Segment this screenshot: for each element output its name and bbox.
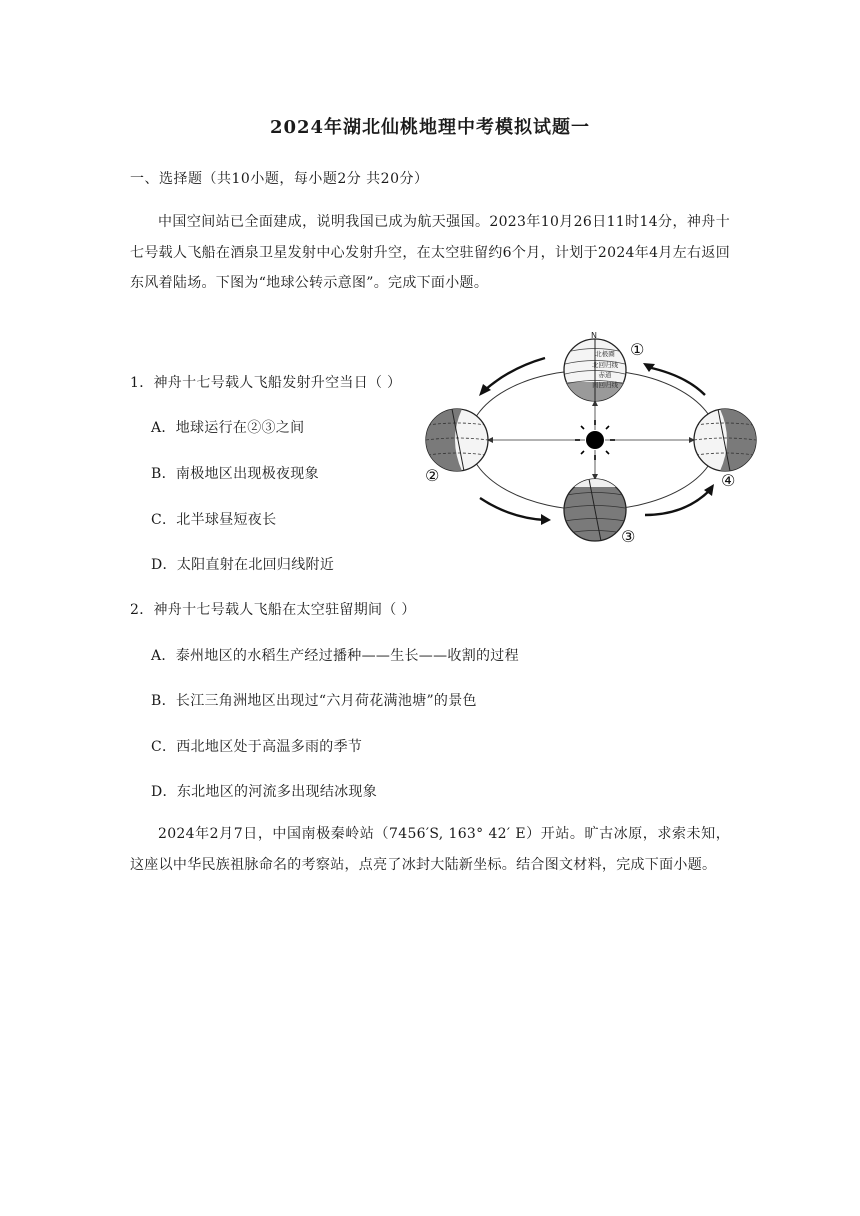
question-1-stem: 1．神舟十七号载人飞船发射升空当日（ ） <box>130 375 402 391</box>
question-1-option-a: A．地球运行在②③之间 <box>151 420 305 436</box>
earth-position-1 <box>564 331 626 407</box>
earth-position-3 <box>564 479 626 541</box>
intro-paragraph-2: 2024年2月7日，中国南极秦岭站（7456′S, 163° 42′ E）开站。旷古冰原，求索未知，这座以中华民族祖脉命名的考察站，点亮了冰封大陆新坐标。结合图文材料，完成下面小题。 <box>130 826 730 873</box>
earth-revolution-diagram <box>415 330 765 550</box>
earth-position-2 <box>426 409 488 471</box>
page-title: 2024年湖北仙桃地理中考模拟试题一 <box>269 117 591 138</box>
latitude-label-arctic: 北极圈 <box>595 350 615 358</box>
north-pole-label: N <box>591 331 597 340</box>
position-label-2: ② <box>425 466 440 485</box>
question-1-option-d: D．太阳直射在北回归线附近 <box>151 557 335 573</box>
question-2-stem: 2．神舟十七号载人飞船在太空驻留期间（ ） <box>130 602 416 618</box>
question-2-option-a: A．泰州地区的水稻生产经过播种——生长——收割的过程 <box>151 648 519 664</box>
intro-paragraph-1: 中国空间站已全面建成，说明我国已成为航天强国。2023年10月26日11时14分，神舟十七号载人飞船在酒泉卫星发射中心发射升空，在太空驻留约6个月，计划于2024年4月左右返回东风着陆场。下图为“地球公转示意图”。完成下面小题。 <box>130 214 730 291</box>
position-label-1: ① <box>630 340 645 359</box>
question-2-option-c: C．西北地区处于高温多雨的季节 <box>151 739 363 755</box>
question-2-option-d: D．东北地区的河流多出现结冰现象 <box>151 784 378 800</box>
question-2-option-b: B．长江三角洲地区出现过“六月荷花满池塘”的景色 <box>151 693 477 709</box>
question-1-option-c: C．北半球昼短夜长 <box>151 512 277 528</box>
question-1-option-b: B．南极地区出现极夜现象 <box>151 466 319 482</box>
position-label-3: ③ <box>621 527 636 546</box>
latitude-label-tropic-cancer: 北回归线 <box>592 361 618 369</box>
position-label-4: ④ <box>721 471 736 490</box>
latitude-label-tropic-capricorn: 南回归线 <box>592 381 618 389</box>
section-heading: 一、选择题（共10小题，每小题2分 共20分） <box>130 171 429 187</box>
latitude-label-equator: 赤道 <box>598 371 612 379</box>
earth-position-4 <box>694 409 756 471</box>
